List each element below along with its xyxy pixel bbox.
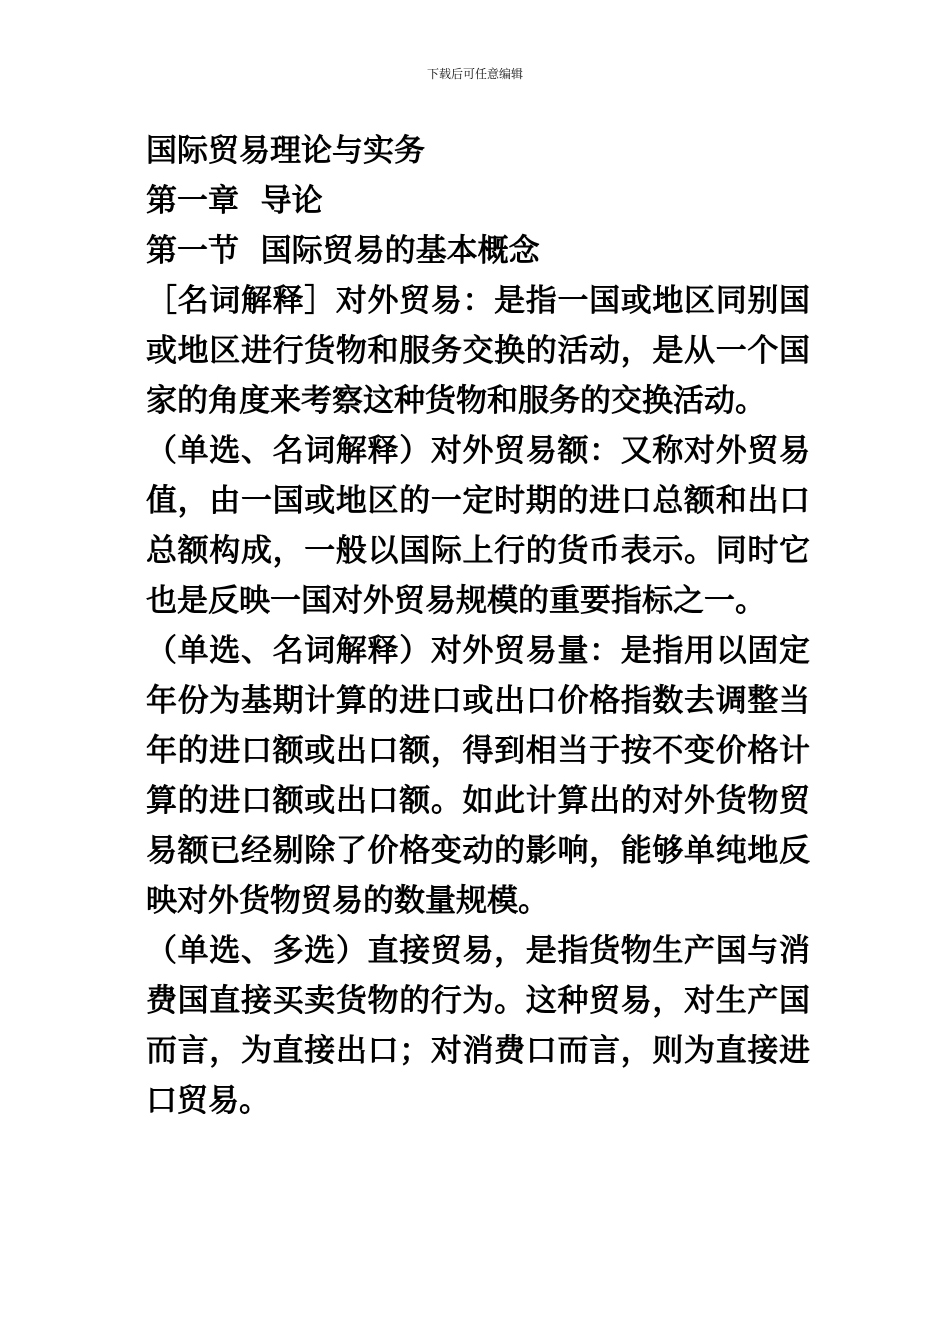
document-body [146, 126, 810, 1126]
chapter-heading: 第一章 导论 [146, 183, 323, 219]
paragraph-trade-volume: （单选、名词解释）对外贸易量：是指用以固定年份为基期计算的进口或出口价格指数去调整当年的进口额或出口额，得到相当于按不变价格计算的进口额或出口额。如此计算出的对外货物贸易额已经剔除了价格变动的影响，能够单纯地反映对外货物贸易的数量规模。 [146, 633, 810, 919]
document-title: 国际贸易理论与实务 [146, 133, 425, 169]
paragraph-direct-trade: （单选、多选）直接贸易，是指货物生产国与消费国直接买卖货物的行为。这种贸易，对生产国而言，为直接出口；对消费口而言，则为直接进口贸易。 [146, 933, 810, 1119]
section-heading: 第一节 国际贸易的基本概念 [146, 233, 540, 269]
paragraph-trade-value: （单选、名词解释）对外贸易额：又称对外贸易值，由一国或地区的一定时期的进口总额和出口总额构成，一般以国际上行的货币表示。同时它也是反映一国对外贸易规模的重要指标之一。 [146, 433, 810, 619]
page-header-note: 下载后可任意编辑 [426, 67, 523, 81]
paragraph-foreign-trade: ［名词解释］对外贸易：是指一国或地区同别国或地区进行货物和服务交换的活动，是从一个国家的角度来考察这种货物和服务的交换活动。 [146, 283, 810, 419]
